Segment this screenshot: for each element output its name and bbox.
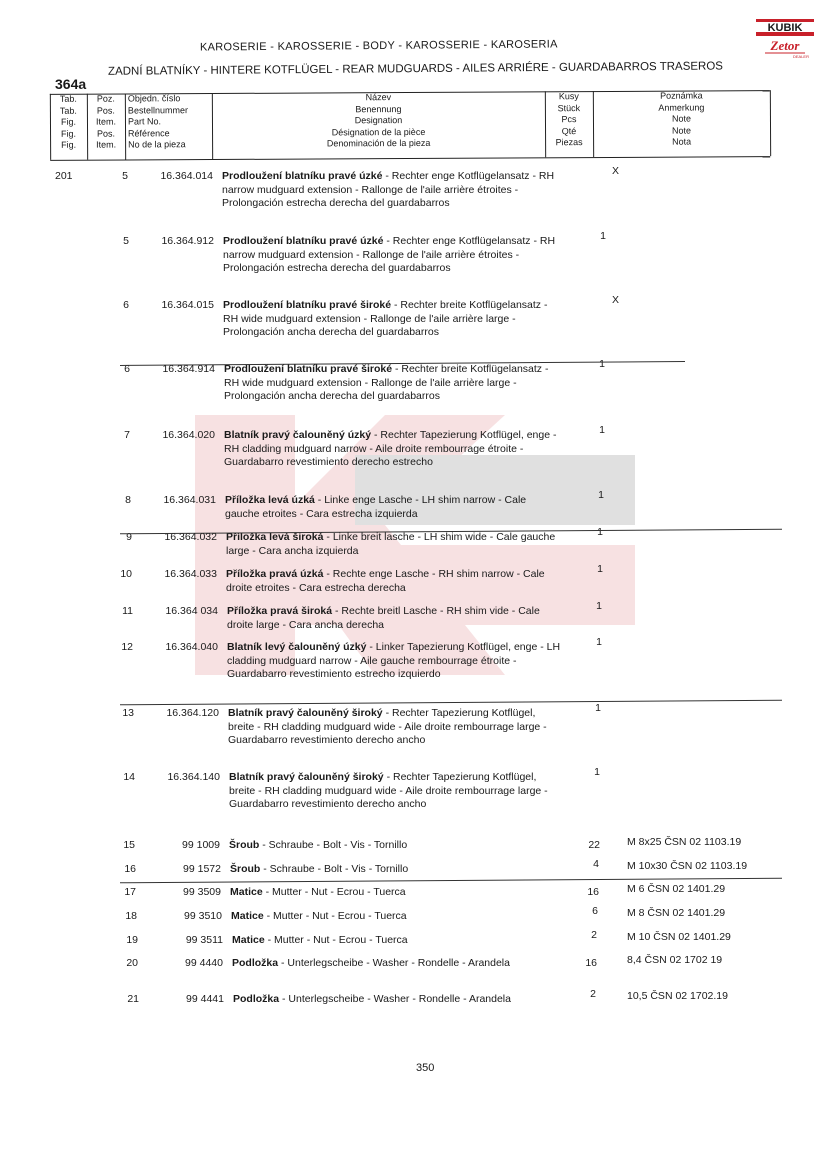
part-description — [227, 605, 562, 632]
part-description — [228, 707, 563, 748]
note: M 10x30 ČSN 02 1103.19 — [627, 860, 748, 872]
note: M 10 ČSN 02 1401.29 — [627, 931, 731, 943]
part-number: 99 3509 — [183, 886, 221, 898]
part-name-translations: - Linke breit lasche - LH shim wide - Cale gauche large - Cara ancha izquierda — [226, 531, 556, 557]
quantity: 1 — [596, 600, 602, 612]
part-number: 16.364.912 — [161, 235, 214, 247]
part-name-czech: Matice — [231, 910, 264, 922]
quantity: 2 — [591, 929, 597, 941]
part-name-translations: - Mutter - Nut - Ecrou - Tuerca — [262, 886, 406, 898]
part-name-translations: - Linker Tapezierung Kotflügel, enge - LH cladding mudguard narrow - Aile gauche rembourrage étroite - Guardabarro revestimiento estrecho izquierdo — [227, 641, 561, 680]
part-name-czech: Podložka — [232, 957, 279, 969]
quantity: 16 — [587, 886, 599, 898]
part-number: 99 3511 — [185, 934, 223, 946]
part-name-czech: Podložka — [233, 993, 280, 1005]
note: 10,5 ČSN 02 1702.19 — [627, 990, 728, 1002]
part-name-translations: - Rechter Tapezierung Kotflügel, breite - RH cladding mudguard wide - Aile droite rembourrage large - Guardabarro revestimiento derecho ancho — [229, 771, 548, 810]
part-number: 99 1009 — [182, 839, 220, 851]
part-name-czech: Příložka pravá široká — [227, 605, 333, 617]
part-description — [224, 363, 559, 404]
part-name-translations: - Rechte breitl Lasche - RH shim vide - Cale droite large - Cara ancha derecha — [227, 605, 540, 631]
quantity: 1 — [595, 702, 601, 714]
quantity: 1 — [597, 526, 603, 538]
note: X — [612, 165, 620, 177]
part-name-czech: Matice — [230, 886, 263, 898]
part-description — [229, 839, 564, 853]
quantity: 1 — [596, 636, 602, 648]
part-name-translations: - Unterlegscheibe - Washer - Rondelle - Arandela — [279, 993, 511, 1005]
column-header-part-no: Objedn. číslo Bestellnummer Part No. Référence No de la pieza — [127, 93, 188, 150]
part-name-czech: Příložka levá široká — [226, 531, 324, 543]
part-name-translations: - Rechter Tapezierung Kotflügel, enge - RH cladding mudguard narrow - Aile droite rembourrage étroite - Guardabarro revestimiento derecho estrecho — [224, 429, 557, 468]
running-title: KAROSERIE - KAROSSERIE - BODY - KAROSSERIE - KAROSERIA — [199, 38, 558, 54]
part-name-translations: - Unterlegscheibe - Washer - Rondelle - Arandela — [278, 957, 510, 969]
part-number: 99 3510 — [184, 910, 222, 922]
position-number: 9 — [126, 531, 132, 543]
position-number: 11 — [122, 605, 133, 617]
note: X — [612, 294, 620, 306]
kubik-zetor-logo — [755, 14, 815, 60]
position-number: 5 — [123, 235, 129, 247]
position-number: 19 — [126, 934, 138, 946]
part-name-translations: - Schraube - Bolt - Vis - Tornillo — [260, 863, 409, 875]
part-name-czech: Prodloužení blatníku pravé široké — [224, 363, 393, 375]
part-name-translations: - Rechte enge Lasche - RH shim narrow - Cale droite etroites - Cara estrecha derecha — [226, 568, 545, 594]
part-description — [224, 429, 559, 470]
part-number: 16.364.914 — [162, 363, 215, 375]
part-description — [223, 235, 558, 276]
part-description — [231, 910, 566, 924]
quantity: 1 — [597, 563, 603, 575]
part-number: 16.364.040 — [165, 641, 218, 653]
part-description — [223, 299, 558, 340]
tab-number: 201 — [55, 170, 73, 182]
part-description — [229, 771, 564, 812]
part-name-czech: Prodloužení blatníku pravé úzké — [223, 235, 384, 247]
column-header-pos: Poz. Pos. Item. Pos. Item. — [95, 93, 117, 150]
part-description — [232, 934, 567, 948]
position-number: 17 — [124, 886, 136, 898]
note: M 8 ČSN 02 1401.29 — [627, 907, 726, 919]
quantity: 22 — [588, 839, 600, 851]
column-header-note: Poznámka Anmerkung Note Note Nota — [658, 90, 705, 147]
page-number: 350 — [416, 1062, 435, 1074]
part-name-translations: - Schraube - Bolt - Vis - Tornillo — [259, 839, 408, 851]
part-name-czech: Šroub — [230, 863, 261, 875]
part-name-translations: - Rechter breite Kotflügelansatz - RH wide mudguard extension - Rallonge de l'aile arrière large - Prolongación ancha derecha del guardabarros — [223, 299, 548, 338]
part-description — [226, 568, 561, 595]
part-name-czech: Příložka pravá úzká — [226, 568, 324, 580]
part-description — [230, 863, 565, 877]
part-name-czech: Blatník pravý čalouněný široký — [229, 771, 384, 783]
position-number: 8 — [125, 494, 131, 506]
note: M 8x25 ČSN 02 1103.19 — [627, 836, 742, 848]
part-description — [230, 886, 565, 900]
part-name-translations: - Rechter breite Kotflügelansatz - RH wide mudguard extension - Rallonge de l'aile arrière large - Prolongación ancha derecha del guardabarros — [224, 363, 549, 402]
position-number: 6 — [124, 363, 130, 375]
part-name-translations: - Rechter enge Kotflügelansatz - RH narrow mudguard extension - Rallonge de l'aile arrière étroites - Prolongación estrecha derecha del guardabarros — [223, 235, 556, 274]
part-name-czech: Příložka levá úzká — [225, 494, 315, 506]
part-number: 16.364 034 — [165, 605, 218, 617]
svg-text:KUBIK: KUBIK — [767, 22, 803, 34]
position-number: 18 — [125, 910, 137, 922]
part-name-czech: Blatník pravý čalouněný úzký — [224, 429, 372, 441]
part-description — [233, 993, 568, 1007]
part-name-translations: - Linke enge Lasche - LH shim narrow - Cale gauche etroites - Cara estrecha izquierda — [225, 494, 527, 520]
svg-text:DEALER: DEALER — [792, 54, 810, 59]
note: 8,4 ČSN 02 1702 19 — [627, 954, 723, 966]
column-header-name: Název Benennung Designation Désignation de la pièce Denominación de la pieza — [326, 92, 431, 149]
quantity: 1 — [599, 424, 605, 436]
part-number: 16.364.031 — [163, 494, 216, 506]
quantity: 2 — [590, 988, 596, 1000]
part-description — [226, 531, 561, 558]
position-number: 5 — [122, 170, 128, 182]
column-header-qty: Kusy Stück Pcs Qté Piezas — [555, 91, 583, 148]
position-number: 20 — [126, 957, 138, 969]
section-title: ZADNÍ BLATNÍKY - HINTERE KOTFLÜGEL - REAR MUDGUARDS - AILES ARRIÉRE - GUARDABARROS TRASEROS — [107, 60, 723, 78]
part-description — [227, 641, 562, 682]
quantity: 6 — [592, 905, 598, 917]
position-number: 6 — [123, 299, 129, 311]
part-number: 99 4441 — [186, 993, 224, 1005]
position-number: 21 — [127, 993, 139, 1005]
quantity: 16 — [585, 957, 597, 969]
quantity: 1 — [599, 358, 605, 370]
part-name-translations: - Mutter - Nut - Ecrou - Tuerca — [264, 934, 408, 946]
part-name-czech: Blatník pravý čalouněný široký — [228, 707, 383, 719]
part-number: 16.364.020 — [162, 429, 215, 441]
part-name-translations: - Rechter Tapezierung Kotflügel, breite - RH cladding mudguard wide - Aile droite rembourrage large - Guardabarro revestimiento derecho ancho — [228, 707, 547, 746]
part-description — [222, 170, 557, 211]
quantity: 1 — [598, 489, 604, 501]
section-number: 364a — [55, 76, 87, 92]
position-number: 7 — [124, 429, 130, 441]
position-number: 10 — [120, 568, 132, 580]
part-name-translations: - Rechter enge Kotflügelansatz - RH narrow mudguard extension - Rallonge de l'aile arrière étroites - Prolongación estrecha derecha del guardabarros — [222, 170, 555, 209]
part-number: 16.364.014 — [160, 170, 213, 182]
position-number: 15 — [123, 839, 135, 851]
part-number: 99 4440 — [185, 957, 223, 969]
position-number: 14 — [123, 771, 135, 783]
position-number: 16 — [124, 863, 136, 875]
position-number: 12 — [121, 641, 133, 653]
part-number: 16.364.015 — [161, 299, 214, 311]
part-number: 99 1572 — [183, 863, 221, 875]
part-number: 16.364.032 — [164, 531, 217, 543]
part-description — [225, 494, 560, 521]
part-number: 16.364.120 — [166, 707, 219, 719]
part-number: 16.364.033 — [164, 568, 217, 580]
part-number: 16.364.140 — [167, 771, 220, 783]
quantity: 1 — [594, 766, 600, 778]
position-number: 13 — [122, 707, 134, 719]
row-separator — [120, 700, 782, 706]
svg-text:Zetor: Zetor — [770, 38, 800, 53]
part-name-czech: Prodloužení blatníku pravé úzké — [222, 170, 383, 182]
quantity: 4 — [593, 858, 599, 870]
table-header — [50, 90, 770, 160]
quantity: 1 — [600, 230, 606, 242]
part-name-translations: - Mutter - Nut - Ecrou - Tuerca — [263, 910, 407, 922]
part-name-czech: Šroub — [229, 839, 260, 851]
column-header-tab: Tab. Tab. Fig. Fig. Fig. — [59, 93, 77, 150]
note: M 6 ČSN 02 1401.29 — [627, 883, 726, 895]
part-name-czech: Matice — [232, 934, 265, 946]
part-name-czech: Blatník levý čalouněný úzký — [227, 641, 367, 653]
part-description — [232, 957, 567, 971]
part-name-czech: Prodloužení blatníku pravé široké — [223, 299, 392, 311]
